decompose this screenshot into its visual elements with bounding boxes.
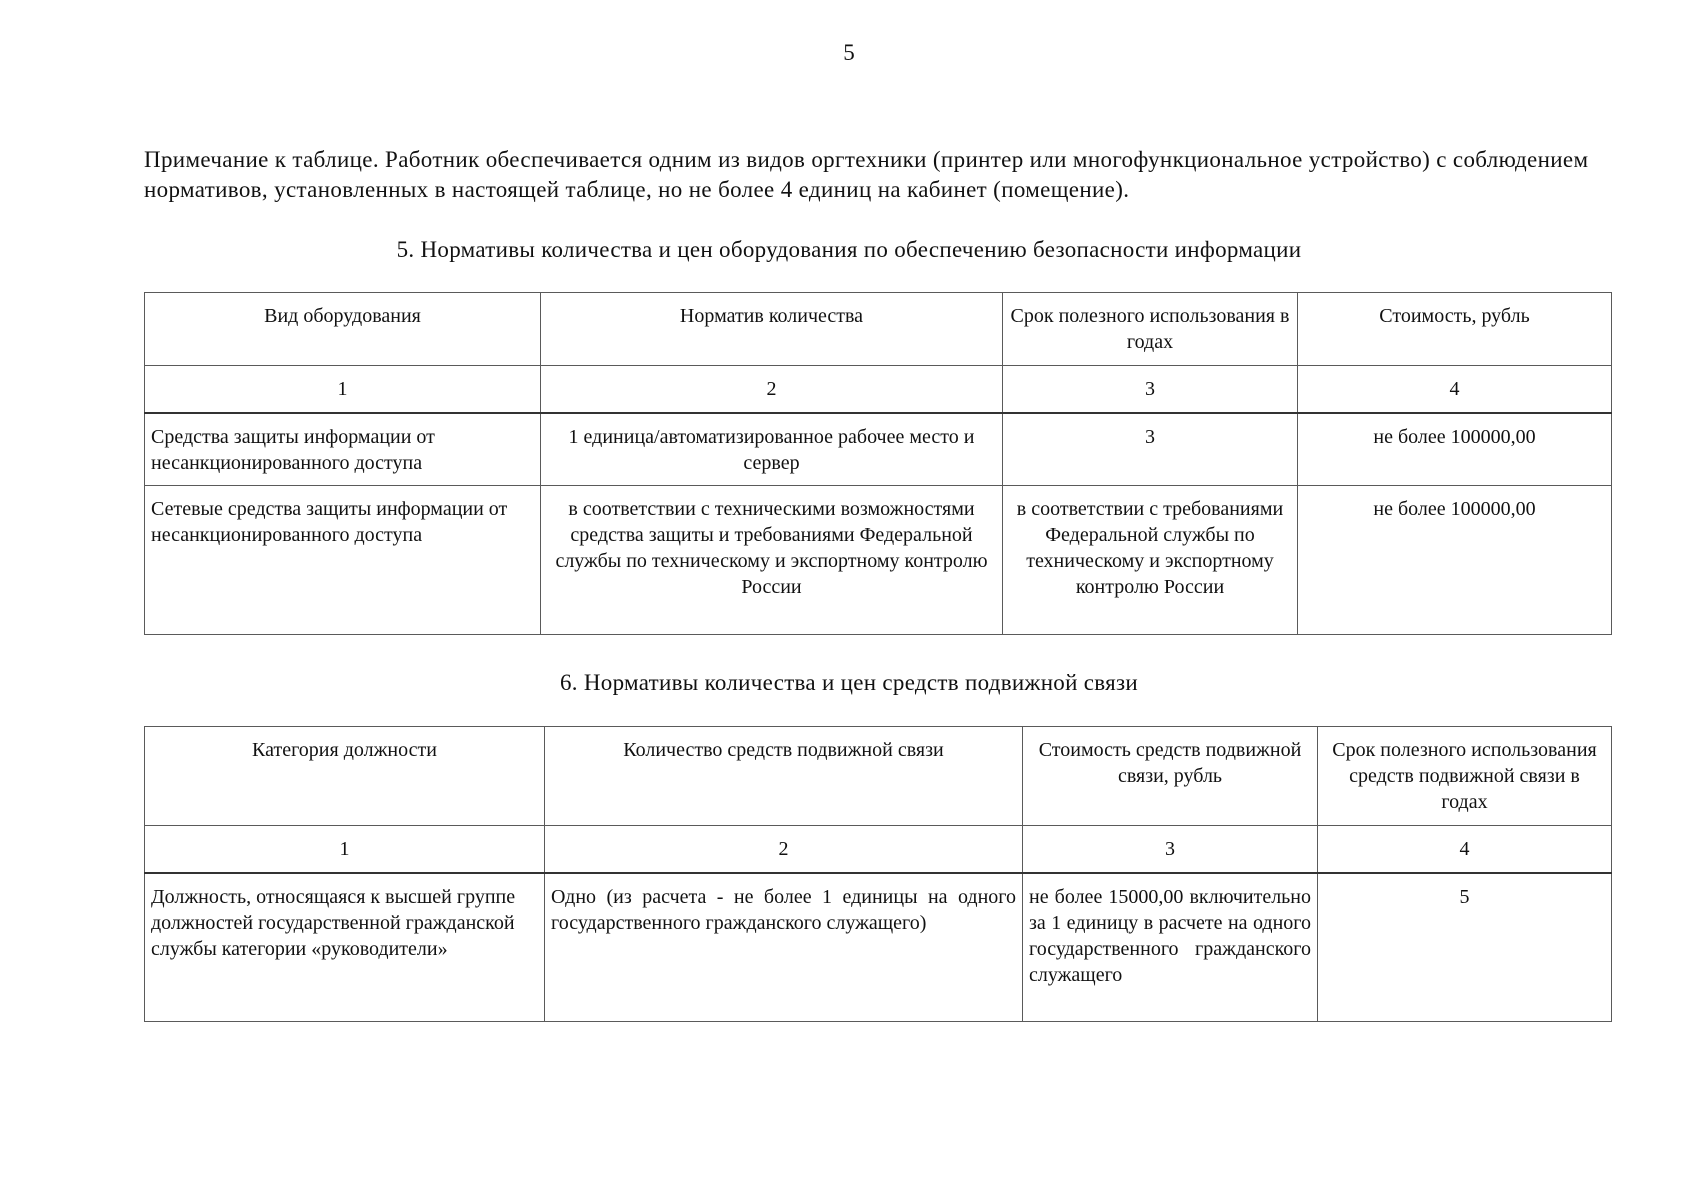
column-number: 2 [541,366,1003,413]
column-number: 3 [1023,826,1318,873]
column-header: Срок полезного использования средств подвижной связи в годах [1318,727,1612,826]
table-cell: не более 15000,00 включительно за 1 единицу в расчете на одного государственного гражданского служащего [1023,873,1318,1022]
column-header: Категория должности [145,727,545,826]
table-note: Примечание к таблице. Работник обеспечивается одним из видов оргтехники (принтер или многофункциональное устройство) с соблюдением нормативов, установленных в настоящей таблице, но не более 4 единиц на кабинет (помещение). [144,147,1589,202]
security-equipment-table [144,292,1612,635]
table-cell: 5 [1318,873,1612,1022]
mobile-communication-table [144,726,1612,1022]
column-header: Стоимость, рубль [1298,293,1612,366]
page-number: 5 [843,40,855,65]
table6-title: 6. Нормативы количества и цен средств подвижной связи [559,670,1139,695]
table-cell: не более 100000,00 [1298,413,1612,486]
table-row [145,486,1612,635]
column-header: Количество средств подвижной связи [545,727,1023,826]
column-header: Вид оборудования [145,293,541,366]
table-row [145,873,1612,1022]
table-row [145,413,1612,486]
column-header: Стоимость средств подвижной связи, рубль [1023,727,1318,826]
table5-title: 5. Нормативы количества и цен оборудования по обеспечению безопасности информации [396,237,1302,262]
column-number: 4 [1298,366,1612,413]
table-cell: 3 [1003,413,1298,486]
table-cell: в соответствии с требованиями Федеральной службы по техническому и экспортному контролю России [1003,486,1298,635]
column-header: Срок полезного использования в годах [1003,293,1298,366]
table-cell: не более 100000,00 [1298,486,1612,635]
column-number-row [145,366,1612,413]
column-number: 1 [145,366,541,413]
column-number: 2 [545,826,1023,873]
column-number: 1 [145,826,545,873]
column-header: Норматив количества [541,293,1003,366]
column-number-row [145,826,1612,873]
table-cell: Одно (из расчета - не более 1 единицы на одного государственного гражданского служащего) [545,873,1023,1022]
table-cell: в соответствии с техническими возможностями средства защиты и требованиями Федеральной службы по техническому и экспортному контролю России [541,486,1003,635]
table-cell: Средства защиты информации от несанкционированного доступа [145,413,541,486]
table-cell: 1 единица/автоматизированное рабочее место и сервер [541,413,1003,486]
table-header-row [145,727,1612,826]
table-cell: Должность, относящаяся к высшей группе должностей государственной гражданской службы категории «руководители» [145,873,545,1022]
table-header-row [145,293,1612,366]
column-number: 3 [1003,366,1298,413]
table-cell: Сетевые средства защиты информации от несанкционированного доступа [145,486,541,635]
column-number: 4 [1318,826,1612,873]
